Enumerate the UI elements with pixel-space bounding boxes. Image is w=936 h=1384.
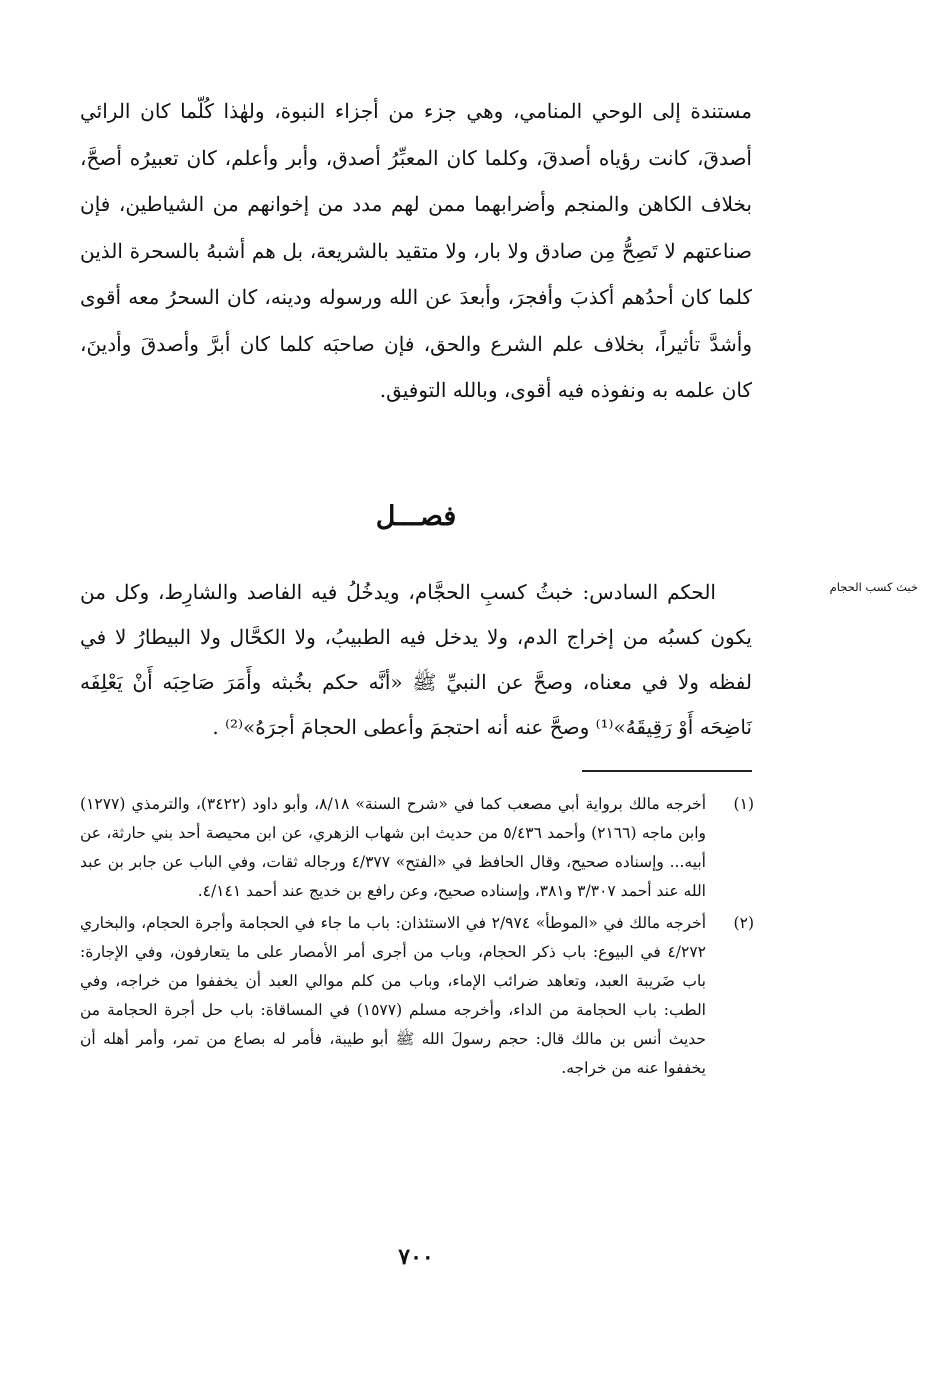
body-paragraph-2-text: الحكم السادس: خبثُ كسبِ الحجَّام، ويدخُلُ فيه الفاصد والشارِط، وكل من يكون كسبُه من إخراج الدم، ولا يدخل فيه الطبيبُ، ولا الكحَّال ولا البيطارُ لا في لفظه ولا في معناه، وصحَّ عن النبيِّ ﷺ «أنَّه حكم بخُبثه وأَمَرَ صَاحِبَه أَنْ يَعْلِفَه نَاضِحَه أَوْ رَقِيقَهُ»⁽¹⁾ وصحَّ عنه أنه احتجمَ وأعطى الحجامَ أجرَهُ»⁽²⁾ . bbox=[80, 580, 752, 739]
footnote bbox=[80, 790, 754, 906]
footnote-number: (١) bbox=[733, 795, 754, 813]
margin-note: خبث كسب الحجام bbox=[829, 580, 918, 594]
footnote-text: أخرجه مالك في «الموطأ» ٢/٩٧٤ في الاستئذان: باب ما جاء في الحجامة وأجرة الحجام، والبخاري ٤/٢٧٢ في البيوع: باب ذكر الحجام، وباب من أجرى أمر الأمصار على ما يتعارفون، وفي الإجارة: باب ضَريبة العبد، وتعاهد ضرائب الإماء، وباب من كلم موالي العبد أن يخففوا من خراجه، وفي الطب: باب الحجامة من الداء، وأخرجه مسلم (١٥٧٧) في المساقاة: باب حل أجرة الحجامة من حديث أنس بن مالك قال: حجم رسولَ الله ﷺ أبو طيبة، فأمر له بصاع من تمر، وأمر أهله أن يخففوا عنه من خراجه. bbox=[80, 914, 706, 1077]
footnote-text: أخرجه مالك برواية أبي مصعب كما في «شرح السنة» ٨/١٨، وأبو داود (٣٤٢٢)، والترمذي (١٢٧٧) وابن ماجه (٢١٦٦) وأحمد ٥/٤٣٦ من حديث ابن شهاب الزهري، عن ابن محيصة أحد بني حارثة، عن أبيه... وإسناده صحيح، وقال الحافظ في «الفتح» ٤/٣٧٧ ورجاله ثقات، وفي الباب عن جابر بن عبد الله عند أحمد ٣/٣٠٧ و٣٨١، وإسناده صحيح، وعن رافع بن خديج عند أحمد ٤/١٤١. bbox=[80, 795, 707, 900]
footnote bbox=[80, 909, 754, 1083]
footnotes bbox=[80, 790, 754, 1086]
body-paragraph-2 bbox=[80, 570, 752, 750]
body-paragraph-1: مستندة إلى الوحي المنامي، وهي جزء من أجزاء النبوة، ولهٰذا كُلّما كان الرائي أصدقَ، كانت رؤياه أصدقَ، وكلما كان المعبِّرُ أصدق، وأبر وأعلم، كان تعبيرُه أصحَّ، بخلاف الكاهن والمنجم وأضرابهما ممن لهم مدد من إخوانهم من الشياطين، فإن صناعتهم لا تَصِحُّ مِن صادق ولا بار، ولا متقيد بالشريعة، بل هم أشبهُ بالسحرة الذين كلما كان أحدُهم أكذبَ وأفجرَ، وأبعدَ عن الله ورسوله ودينه، كان السحرُ معه أقوى وأشدَّ تأثيراً، بخلاف علم الشرع والحق، فإن صاحبَه كلما كان أبرَّ وأصدقَ وأدينَ، كان علمه به ونفوذه فيه أقوى، وبالله التوفيق. bbox=[80, 99, 752, 402]
section-heading: فصـــل bbox=[375, 501, 457, 532]
footnote-separator bbox=[582, 770, 752, 772]
page-number: ٧٠٠ bbox=[398, 1244, 434, 1270]
footnote-number: (٢) bbox=[733, 914, 754, 932]
